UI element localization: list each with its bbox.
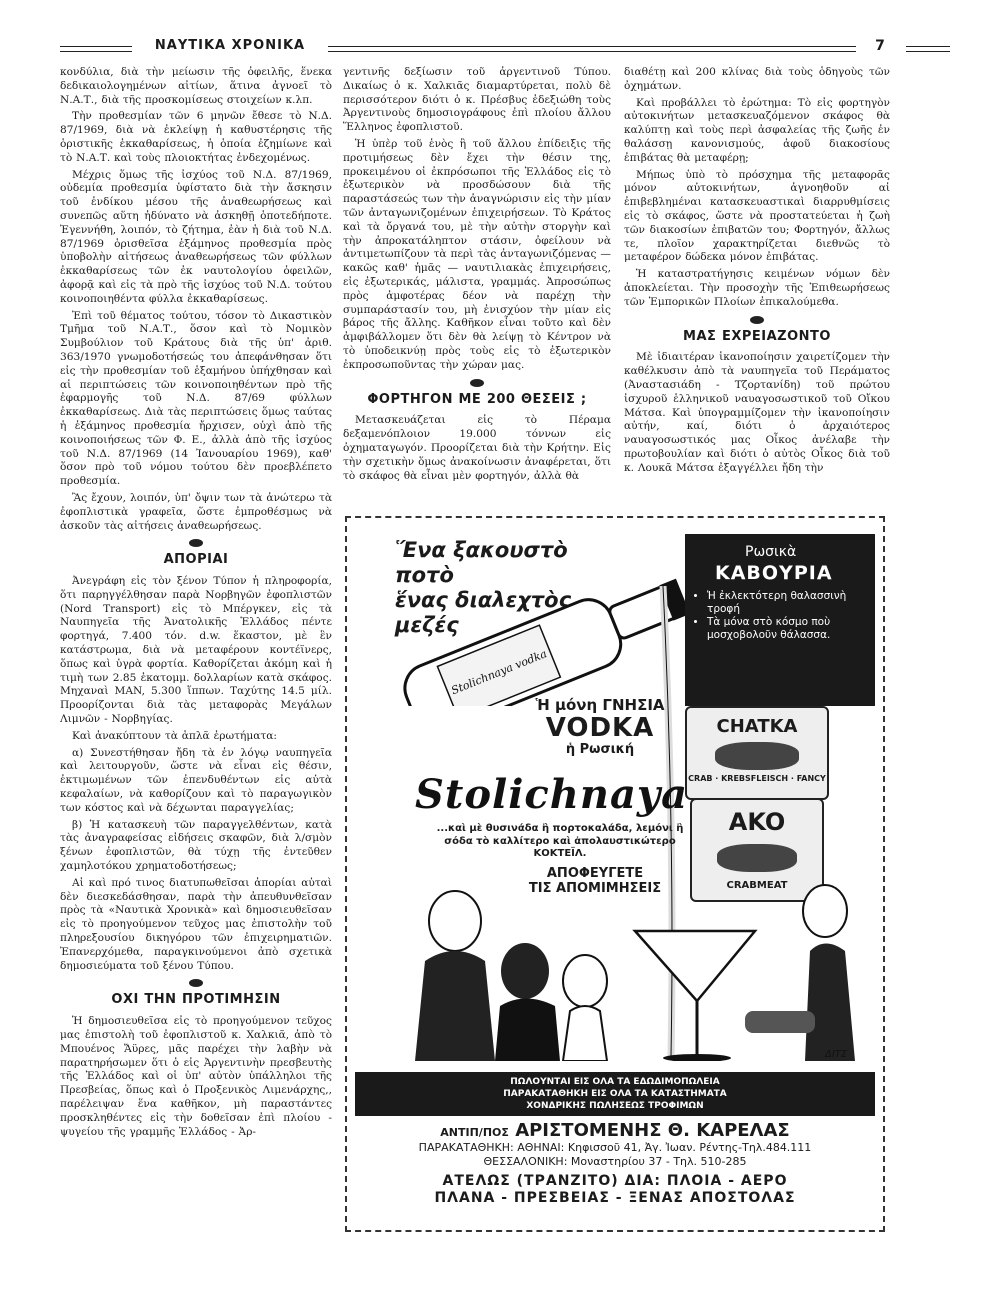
transit-line: ΑΤΕΛΩΣ (ΤΡΑΝΖΙΤΟ) ΔΙΑ: ΠΛΟΙΑ - ΑΕΡΟ bbox=[442, 1173, 788, 1189]
paragraph: Ἂς ἔχουν, λοιπόν, ὑπ' ὄψιν των τὰ ἀνώτερω τὰ ἐφοπλιστικὰ γραφεῖα, ὥστε ἐμπροθέσμως νὰ ἀσκοῦν τὰς αἰτήσεις ἀναθεωρήσεως. bbox=[60, 491, 332, 532]
russian-word: ἡ Ρωσική bbox=[565, 742, 635, 757]
column-3 bbox=[624, 66, 890, 479]
column-2 bbox=[343, 66, 611, 486]
paragraph: Μέχρις ὅμως τῆς ἰσχύος τοῦ Ν.Δ. 87/1969, οὐδεμία προθεσμία ὑφίστατο διὰ τὴν ἄσκησιν τοῦ ἐνδίκου μέσου τῆς ἀναθεωρήσεως καὶ συνεπῶς αὕτη ἠδύνατο νὰ ἀσκηθῇ ὁποτεδήποτε. Ἐγεννήθη, λοιπόν, τὸ ζήτημα, ἐὰν ἡ διὰ τοῦ Ν.Δ. 87/1969 ὁρισθεῖσα ἑξάμηνος προθεσμία πρὸς ὑποβολὴν αἰτήσεως ἀναθεωρήσεως τῶν φύλλων ἐκκαθαρίσεως τῶν ἐκ ναυτολογίου ὀφειλῶν, ἀφορᾷ καὶ εἰς τὰ πρὸ τῆς ἰσχύος τοῦ Ν.Δ. τούτου κοινοποιηθέντα φύλλα ἐκκαθαρίσεως. bbox=[60, 168, 332, 305]
paragraph: Ἡ καταστρατήγησις κειμένων νόμων δὲν ἀποκλείεται. Τὴν προσοχὴν τῆς Ἐπιθεωρήσεως τῶν Ἐμπορικῶν Πλοίων ἐπικαλούμεθα. bbox=[624, 268, 890, 308]
can-sub-ako: CRABMEAT bbox=[726, 880, 788, 891]
section-ornament bbox=[189, 539, 203, 547]
header-rule-middle bbox=[328, 46, 856, 52]
section-title-ochi-protimisin: ΟΧΙ ΤΗΝ ΠΡΟΤΙΜΗΣΙΝ bbox=[111, 992, 281, 1008]
section-ornament bbox=[470, 379, 484, 387]
paragraph: γεντινῆς δεξίωσιν τοῦ ἀργεντινοῦ Τύπου. Δικαίως ὁ κ. Χαλκιᾶς διαμαρτύρεται, πολὺ δὲ περισσότερον διότι ὁ κ. Πρέσβυς ἐδεξιώθη τοὺς Ἀργεντινοὺς δημοσιογράφους ἐπὶ πλοίου ἄλλου Ἕλληνος ἐφοπλιστοῦ. bbox=[343, 66, 611, 134]
journal-title: ΝΑΥΤΙΚΑ ΧΡΟΝΙΚΑ bbox=[154, 38, 306, 53]
header-rule-left bbox=[60, 46, 132, 52]
paragraph: Μετασκευάζεται εἰς τὸ Πέραμα δεξαμενόπλοιον 19.000 τόννων εἰς ὀχηματαγωγόν. Προορίζεται διὰ τὴν Κρήτην. Εἰς τὴν σχετικὴν ὅμως ἀνακοίνωσιν ἀναφέρεται, ὅτι τὸ σκάφος θὰ εἶναι μὲν φορτηγόν, ἀλλὰ θὰ bbox=[343, 414, 611, 482]
ad-headline-line: ἕνας διαλεχτὸς μεζές bbox=[395, 588, 572, 637]
brand-script: Stolichnaya bbox=[415, 771, 689, 818]
can-label-chatka: CHATKA bbox=[716, 716, 798, 737]
paragraph: Καὶ ἀνακύπτουν τὰ ἁπλᾶ ἐρωτήματα: bbox=[72, 729, 277, 742]
section-title-fortigon: ΦΟΡΤΗΓΟΝ ΜΕ 200 ΘΕΣΕΙΣ ; bbox=[367, 391, 587, 407]
can-label-ako: AKO bbox=[728, 808, 786, 836]
avoid-line: ΑΠΟΦΕΥΓΕΤΕ bbox=[546, 866, 644, 881]
paragraph: Ἡ ὑπὲρ τοῦ ἑνὸς ἢ τοῦ ἄλλου ἐπίδειξις τῆς προτιμήσεως δὲν ἔχει τὴν θέσιν της, προκειμένου οἱ ἐκπρόσωποι τῆς Ἑλλάδος εἰς τὸ ἐξωτερικὸν νὰ προσδώσουν διὰ τῆς παραστάσεώς των τὴν ἀναγνώρισιν εἰς τὴν μίαν τῶν ἀνταγωνιζομένων ἐπιχειρήσεων. Τὸ Κράτος καὶ τὰ ὄργανά του, μὲ τὴν αὐτὴν στοργὴν καὶ τὴν ἀπροκατάληπτον στάσιν, ὀφείλουν νὰ ἀντιμετωπίζουν τὰ περὶ τὰς ἀνταγωνιζόμενας — κακῶς καθ' ἡμᾶς — ναυτιλιακὰς ἐπιχειρήσεις, εἰς ἐξωτερικάς, μάλιστα, γραμμάς. Ἀπροσώπως πρὸς ἀμφοτέρας δέον νὰ παρέχῃ τὴν συμπαράστασίν του, μὴ ἐνισχύον τὴν μίαν εἰς βάρος τῆς ἄλλης. Καθῆκον εἶναι τοῦτο καὶ δὲν ἀμφιβάλλομεν ὅτι δὲν θὰ λείψῃ τὸ Κέντρον νὰ τὸ ὑποδεικνύῃ πρὸς τοὺς εἰς τὸ ἐξωτερικὸν ἐκπροσωποῦντας τὴν χώραν μας. bbox=[343, 137, 611, 371]
paragraph: Ἡ δημοσιευθεῖσα εἰς τὸ προηγούμενον τεῦχος μας ἐπιστολὴ τοῦ ἐφοπλιστοῦ κ. Χαλκιᾶ, ἀπὸ τὸ Μπουένος Ἄϋρες, μᾶς παρέχει τὴν λαβὴν νὰ παρατηρήσωμεν ὅτι ὁ εἰς Ἀργεντινὴν πρεσβευτὴς τῆς Ἑλλάδος καὶ οἱ ὑπ' αὐτὸν ὑπάλληλοι τῆς Πρεσβείας, ὅπως καὶ ὁ Προξενικὸς Λιμενάρχης,, παρέλειψαν ἕνα καθῆκον, μὴ παραστάντες προσκληθέντες εἰς τὴν δοθεῖσαν ἐπὶ πλοίου - ψυγείου τῆς γραμμῆς Ἑλλάδος - Ἀρ- bbox=[60, 1015, 332, 1138]
ad-headline-line: Ἕνα ξακουστὸ ποτὸ bbox=[395, 538, 568, 587]
section-title-mas-chreiazonto: ΜΑΣ ΕΧΡΕΙΑΖΟΝΤΟ bbox=[683, 328, 831, 344]
meze-plate bbox=[745, 1011, 815, 1033]
address-athens: ΠΑΡΑΚΑΤΑΘΗΚΗ: ΑΘΗΝΑΙ: Κηφισσοῦ 41, Ἀγ. Ἰωαν. Ρέντης-Τηλ.484.111 bbox=[418, 1141, 812, 1154]
ad-footer bbox=[355, 1072, 875, 1222]
paragraph: Μὲ ἰδιαιτέραν ἱκανοποίησιν χαιρετίζομεν τὴν καθέλκυσιν ἀπὸ τὰ ναυπηγεῖα τοῦ Περάματος (Ἀναστασιάδη - Τζορτανίδη) τοῦ πρώτου ἰσχυροῦ ἑλληνικοῦ ναυαγοσωστικοῦ τοῦ Οἴκου Μάτσα. Καὶ ὑπογραμμίζομεν τὴν ἱκανοποίησιν αὐτήν, καί, διότι ὁ ἀρχαιότερος ναυαγοσωστικός μας Οἶκος ἀνέλαβε τὴν πρωτοβουλίαν καὶ διότι ὁ αὐτὸς Οἶκος διὰ τοῦ κ. Λουκᾶ Μάτσα ἐξαγγέλλει ἤδη τὴν bbox=[624, 351, 890, 474]
sold-at-line: ΠΑΡΑΚΑΤΑΘΗΚΗ ΕΙΣ ΟΛΑ ΤΑ ΚΑΤΑΣΤΗΜΑΤΑ bbox=[503, 1089, 727, 1099]
paragraph: Ἐπὶ τοῦ θέματος τούτου, τόσον τὸ Δικαστικὸν Τμῆμα τοῦ Ν.Α.Τ., ὅσον καὶ τὸ Νομικὸν Συμβούλιον τοῦ Κράτους διὰ τῆς ὑπ' ἀριθ. 363/1970 γνωμοδοτήσεώς του ἀπεφάνθησαν ὅτι εἰς τὴν προθεσμίαν τοῦ ἑξαμήνου ὑπήχθησαν καὶ αἱ περιπτώσεις τῶν κοινοποιηθέντων πρὸ τῆς ἐφαρμογῆς τοῦ Ν.Δ. 87/69 φύλλων ἐκκαθαρίσεως. Διὰ τὰς περιπτώσεις ὅμως ταύτας ἡ ἑξάμηνος προθεσμία ἤρχισεν, οὐχὶ ἀπὸ τῆς κοινοποιήσεως τῶν Φ. Ε., ἀλλὰ ἀπὸ τῆς ἰσχύος τοῦ Ν.Δ. 87/1969 (14 Ἰανουαρίου 1969), καθ' ὅσον πρὸ τοῦ νόμου τούτου δὲν προεβλέπετο προθεσμία. bbox=[60, 309, 332, 488]
paragraph: α) Συνεστήθησαν ἤδη τὰ ἐν λόγῳ ναυπηγεῖα καὶ λειτουργοῦν, ὥστε νὰ εἶναι εἰς θέσιν, ἐκτιμωμένων τῶν ἐπενδυθέντων εἰς αὐτὰ κεφαλαίων, νὰ καθορίζουν καὶ τὸ παραγωγικὸν των κόστος καὶ νὰ δέχωνται παραγγελίας; bbox=[60, 746, 332, 814]
crab-point: • Ἡ ἐκλεκτότερη θαλασσινὴ τροφή bbox=[707, 590, 867, 616]
paragraph: Καὶ προβάλλει τὸ ἐρώτημα: Τὸ εἰς φορτηγὸν αὐτοκινήτων μετασκευαζόμενον σκάφος θὰ καλύπτῃ καὶ τοὺς περὶ ἀσφαλείας τῆς ζωῆς ἐν θαλάσσῃ κανονισμούς, ἀφοῦ διακοσίους ἐπιβάτας θὰ μεταφέρῃ; bbox=[624, 96, 890, 164]
crab-promo-box bbox=[685, 534, 875, 706]
page-number: 7 bbox=[875, 38, 885, 54]
paragraph: Αἱ καὶ πρό τινος διατυπωθεῖσαι ἀπορίαι αὐταὶ δὲν διεσκεδάσθησαν, παρὰ τὴν ἀπευθυνθεῖσαν πρὸς τὰ «Ναυτικὰ Χρονικὰ» καὶ δημοσιευθεῖσαν εἰς τὸ προηγούμενον τεῦχος μας ἐπιστολὴν τοῦ πληρεξουσίου δικηγόρου τῶν ἐπιχειρηματιῶν. Ἐπανερχόμεθα, παραγκινούμενοι ἀπὸ σχετικὰ δημοσιεύματα τοῦ ξένου Τύπου. bbox=[60, 876, 332, 972]
agent-name: ΑΡΙΣΤΟΜΕΝΗΣ Θ. ΚΑΡΕΛΑΣ bbox=[515, 1120, 790, 1141]
crab-icon bbox=[715, 742, 799, 770]
bottle-label-text: Stolichnaya vodka bbox=[449, 647, 549, 698]
paragraph: Μήπως ὑπὸ τὸ πρόσχημα τῆς μεταφορᾶς μόνον αὐτοκινήτων, ἀγνοηθοῦν αἱ ἐπιβεβλημέναι κατασκευαστικαὶ διαρρυθμίσεις εἰς τὸ σκάφος, ὥστε νὰ προστατεύεται ἡ ζωὴ τῶν διακοσίων ἐπιβατῶν του; Φορτηγόν, ἄλλως τε, πλοῖον χαρακτηρίζεται διεθνῶς τὸ μεταφέρον δώδεκα μόνον ἐπιβάτας. bbox=[624, 168, 890, 264]
avoid-line: ΤΙΣ ΑΠΟΜΙΜΗΣΕΙΣ bbox=[528, 881, 662, 896]
header-rule-right bbox=[906, 46, 950, 52]
man-back-body bbox=[495, 999, 560, 1062]
woman-body bbox=[563, 1006, 607, 1061]
section-ornament bbox=[189, 979, 203, 987]
paragraph: β) Ἡ κατασκευὴ τῶν παραγγελθέντων, κατὰ τὰς ἀναγραφείσας εἰδήσεις σκαφῶν, διὰ λ/σμὸν ξένων ἐφοπλιστῶν, θὰ τύχῃ τῆς ἐντεῦθεν χαμηλοτόκου χρηματοδοτήσεως; bbox=[60, 818, 332, 873]
crab-points-list bbox=[697, 590, 867, 642]
paragraph: Ἀνεγράφη εἰς τὸν ξένον Τύπον ἡ πληροφορία, ὅτι παρηγγέλθησαν παρὰ Νορβηγῶν ἐφοπλιστῶν (Nord Transport) εἰς τὸ Μπέργκεν, εἰς τὰ Ναυπηγεῖα τῆς Ἀνατολικῆς Ἑλλάδος πέντε φορτηγά, 7.400 τόν. d.w. ἕκαστον, μὲ ἓν κατάστρωμα, διὰ νὰ μεταφέρουν κοντέϊνερς, ὅπως καὶ ὑγρὰ φορτία. Καθορίζεται ἀκόμη καὶ ἡ τιμὴ των 2.85 ἑκατομμ. δολλαρίων κατὰ σκάφος. Μηχαναὶ MAN, 5.300 ἵππων. Ταχύτης 14.5 μίλ. Προορίζονται διὰ τὰς μεταφορὰς Μεγάλων Λιμνῶν - Νορβηγίας. bbox=[60, 575, 332, 726]
vodka-bottle-illustration bbox=[375, 576, 695, 706]
paragraph: Τὴν προθεσμίαν τῶν 6 μηνῶν ἔθεσε τὸ Ν.Δ. 87/1969, διὰ νὰ ἐκλείψῃ ἡ καθυστέρησις τῆς ὁριστικῆς ἐκκαθαρίσεως, ἡ ὁποία ἐζημίωνε καὶ τὸ Ν.Α.Τ. καὶ τοὺς πλοιοκτήτας ἐνδεχομένως. bbox=[60, 110, 332, 164]
cocktail-party-illustration bbox=[385, 861, 865, 1061]
crab-title-large: ΚΑΒΟΥΡΙΑ bbox=[715, 562, 833, 584]
agent-prefix: ΑΝΤΙΠ/ΠΟΣ bbox=[440, 1126, 509, 1139]
only-genuine: Ἡ μόνη ΓΝΗΣΙΑ bbox=[535, 696, 665, 714]
transit-line: ΠΛΑΝΑ - ΠΡΕΣΒΕΙΑΣ - ΞΕΝΑΣ ΑΠΟΣΤΟΛΑΣ bbox=[434, 1190, 796, 1206]
paragraph: διαθέτῃ καὶ 200 κλίνας διὰ τοὺς ὁδηγοὺς τῶν ὀχημάτων. bbox=[624, 66, 890, 92]
crab-title-small: Ρωσικὰ bbox=[745, 544, 797, 560]
can-sub-chatka: CRAB · KREBSFLEISCH · FANCY bbox=[688, 774, 826, 783]
woman-right-head bbox=[803, 885, 847, 937]
woman-head bbox=[563, 955, 607, 1007]
page-header bbox=[60, 38, 950, 60]
vodka-claim bbox=[475, 696, 725, 757]
man-back-head bbox=[501, 943, 549, 999]
vodka-word: VODKA bbox=[545, 713, 655, 743]
cocktail-glass-foot bbox=[663, 1054, 731, 1061]
address-thessaloniki: ΘΕΣΣΑΛΟΝΙΚΗ: Μοναστηρίου 37 - Τηλ. 510-285 bbox=[483, 1155, 747, 1168]
man-body bbox=[415, 951, 495, 1061]
agent-line bbox=[355, 1120, 875, 1141]
vodka-advertisement bbox=[345, 516, 885, 1232]
crab-point: • Τὰ μόνα στὸ κόσμο ποὺ μοσχοβολοῦν θάλασσα. bbox=[707, 616, 867, 642]
sold-at-banner bbox=[355, 1072, 875, 1116]
cocktail-glass-bowl bbox=[635, 931, 755, 1001]
artist-signature: ΔΙΤΣ bbox=[825, 1049, 848, 1060]
paragraph: κονδύλια, διὰ τὴν μείωσιν τῆς ὀφειλῆς, ἕνεκα δεδικαιολογημένων αἰτίων, ἅτινα ἀγνοεῖ τὸ Ν.Α.Τ., διὰ τῆς προσκομίσεως στοιχείων κ.λπ. bbox=[60, 66, 332, 106]
section-ornament bbox=[750, 316, 764, 324]
section-title-aporiai: ΑΠΟΡΙΑΙ bbox=[163, 552, 229, 568]
sold-at-line: ΧΟΝΔΡΙΚΗΣ ΠΩΛΗΣΕΩΣ ΤΡΟΦΙΜΩΝ bbox=[526, 1101, 704, 1111]
sold-at-line: ΠΩΛΟΥΝΤΑΙ ΕΙΣ ΟΛΑ ΤΑ ΕΔΩΔΙΜΟΠΩΛΕΙΑ bbox=[510, 1077, 720, 1087]
column-1 bbox=[60, 66, 332, 1142]
cocktail-tagline: ...καὶ μὲ θυσινάδα ἢ πορτοκαλάδα, λεμόνι ἢ σόδα τὸ καλλίτερο καὶ ἀπολαυστικώτερο ΚΟΚΤΕΪΛ. bbox=[436, 823, 684, 859]
man-head bbox=[429, 891, 481, 951]
woman-right-body bbox=[805, 944, 855, 1062]
